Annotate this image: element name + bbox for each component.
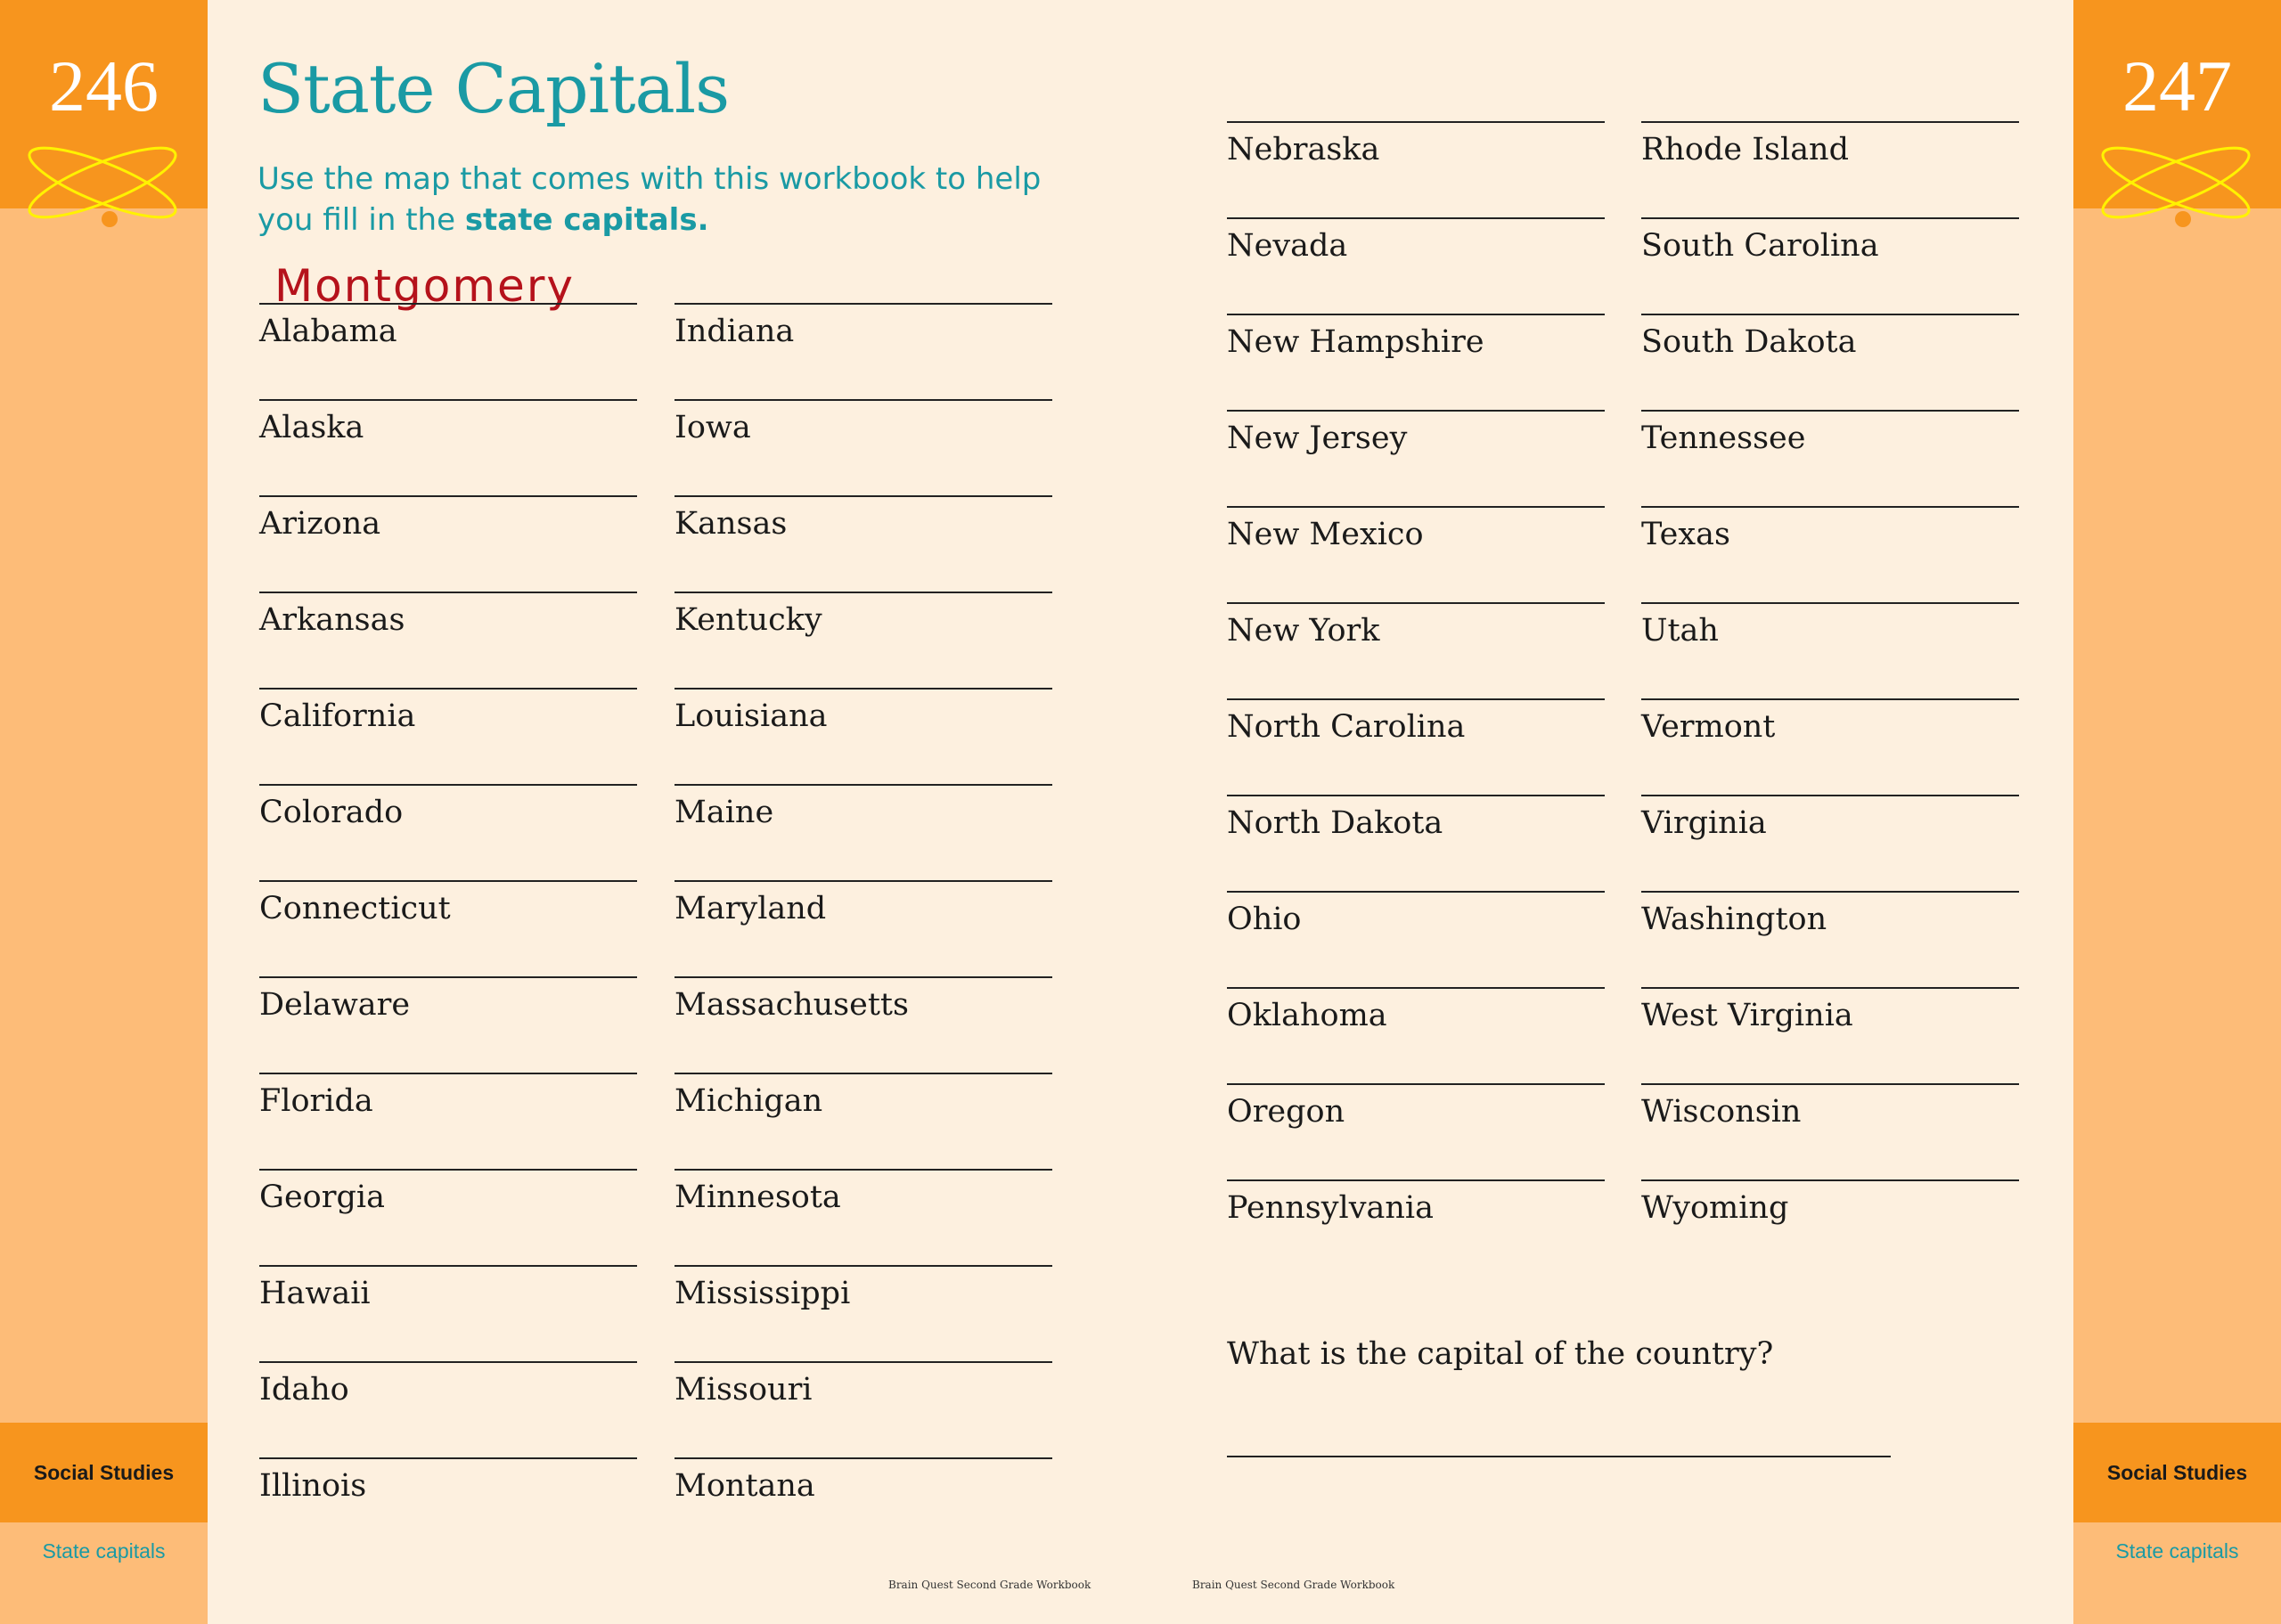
topic-label: State capitals [42,1539,166,1563]
state-row [1227,891,1605,953]
state-name: Illinois [259,1468,367,1504]
capital-answer-line[interactable] [1227,410,1605,412]
subject-label: Social Studies [2073,1423,2281,1522]
state-row [1641,602,2019,665]
capital-answer-line[interactable] [1641,891,2019,893]
capital-answer-line[interactable] [1641,217,2019,219]
state-row [1227,121,1605,184]
state-name: Oregon [1227,1094,1345,1130]
capital-answer-line[interactable] [1641,1179,2019,1181]
state-name: Missouri [674,1372,813,1408]
capital-answer-line[interactable] [674,1265,1052,1267]
state-row [259,303,637,365]
capital-answer-line[interactable] [674,495,1052,497]
state-name: Texas [1641,517,1730,552]
state-name: Alabama [259,314,397,349]
state-name: New Hampshire [1227,324,1484,360]
state-name: South Carolina [1641,228,1879,264]
state-row [1641,217,2019,280]
state-row [1227,410,1605,472]
state-name: North Dakota [1227,805,1443,841]
capital-answer-line[interactable] [259,303,637,305]
state-row [1641,410,2019,472]
state-row [259,399,637,461]
capital-answer-line[interactable] [1227,602,1605,604]
state-name: Indiana [674,314,795,349]
state-name: Delaware [259,987,411,1023]
capital-answer-line[interactable] [1641,410,2019,412]
state-name: Michigan [674,1083,823,1119]
state-name: Washington [1641,902,1827,937]
state-row [1641,795,2019,857]
state-row [1641,891,2019,953]
state-name: Colorado [259,795,404,830]
capital-answer-line[interactable] [259,399,637,401]
capital-answer-line[interactable] [259,1169,637,1171]
state-name: Kentucky [674,602,822,638]
state-row [1227,217,1605,280]
instructions-emphasis: state capitals. [464,202,709,238]
state-row [674,399,1052,461]
state-row [1641,698,2019,761]
capital-answer-line[interactable] [259,495,637,497]
state-row [674,303,1052,365]
state-name: West Virginia [1641,998,1853,1033]
state-name: North Carolina [1227,709,1466,745]
state-name: Rhode Island [1641,132,1850,167]
capital-answer-line[interactable] [259,1457,637,1459]
capital-answer-line[interactable] [674,880,1052,882]
capital-answer-line[interactable] [674,1361,1052,1363]
right-side-band [2073,0,2281,1624]
state-row [259,784,637,846]
country-capital-question: What is the capital of the country? [1227,1336,1774,1372]
state-name: Ohio [1227,902,1302,937]
state-name: Idaho [259,1372,349,1408]
state-name: Nevada [1227,228,1348,264]
capital-answer-line[interactable] [1227,506,1605,508]
state-row [259,1265,637,1327]
capital-answer-line[interactable] [1641,987,2019,989]
state-name: Iowa [674,410,751,445]
capital-answer-line[interactable] [1641,314,2019,315]
state-name: New York [1227,613,1380,649]
state-name: Minnesota [674,1179,841,1215]
state-name: Georgia [259,1179,385,1215]
atom-icon [2091,129,2261,245]
state-row [1641,1179,2019,1242]
state-row [1227,795,1605,857]
state-name: Oklahoma [1227,998,1387,1033]
capital-answer-line[interactable] [1227,121,1605,123]
instructions-text: Use the map that comes with this workbook to help you fill in the [258,161,1042,238]
capital-answer-line[interactable] [1227,1179,1605,1181]
state-row [674,1457,1052,1520]
capital-answer-line[interactable] [259,688,637,690]
state-name: Nebraska [1227,132,1380,167]
state-name: Kansas [674,506,788,542]
state-name: New Mexico [1227,517,1424,552]
state-row [1641,506,2019,568]
capital-answer-line[interactable] [1641,698,2019,700]
capital-answer-line[interactable] [1227,314,1605,315]
state-name: Florida [259,1083,373,1119]
state-name: Maryland [674,891,827,926]
page-number: 246 [49,45,159,126]
state-row [259,592,637,654]
state-row [674,592,1052,654]
state-name: Maine [674,795,774,830]
capital-answer-line[interactable] [1641,506,2019,508]
state-row [674,784,1052,846]
state-row [259,495,637,558]
capital-answer-line[interactable] [1641,121,2019,123]
state-name: Montana [674,1468,815,1504]
capital-answer-line[interactable] [674,1169,1052,1171]
capital-answer-line[interactable] [674,784,1052,786]
capital-answer-line[interactable] [1227,217,1605,219]
state-row [1227,602,1605,665]
capital-answer-line[interactable] [1227,698,1605,700]
state-row [259,1073,637,1135]
state-name: Virginia [1641,805,1767,841]
topic-label: State capitals [2115,1539,2239,1563]
capital-answer-line[interactable] [1227,987,1605,989]
capital-answer-line[interactable] [1641,602,2019,604]
state-row [1641,121,2019,184]
subject-label: Social Studies [0,1423,208,1522]
state-row [674,976,1052,1039]
capital-answer-line[interactable] [674,399,1052,401]
page-title: State Capitals [258,49,730,128]
example-answer: Montgomery [274,260,575,312]
capital-answer-line[interactable] [674,1073,1052,1074]
state-name: South Dakota [1641,324,1857,360]
footer-left: Brain Quest Second Grade Workbook [888,1579,1091,1591]
state-name: New Jersey [1227,420,1408,456]
state-row [674,1361,1052,1424]
state-name: Arkansas [259,602,405,638]
state-row [1227,506,1605,568]
state-row [674,495,1052,558]
state-name: Utah [1641,613,1719,649]
capital-answer-line[interactable] [1641,795,2019,796]
capital-answer-line[interactable] [259,592,637,593]
state-row [674,1169,1052,1231]
capital-answer-line[interactable] [259,1361,637,1363]
state-name: Connecticut [259,891,451,926]
capital-answer-line[interactable] [1227,795,1605,796]
state-row [1227,1179,1605,1242]
state-name: Hawaii [259,1276,371,1311]
state-name: Massachusetts [674,987,909,1023]
capital-answer-line[interactable] [674,1457,1052,1459]
state-name: Pennsylvania [1227,1190,1434,1226]
instructions [258,159,1095,241]
capital-answer-line[interactable] [674,592,1052,593]
capital-answer-line[interactable] [1227,891,1605,893]
state-name: Vermont [1641,709,1776,745]
state-name: Louisiana [674,698,828,734]
state-row [674,880,1052,943]
state-row [674,1073,1052,1135]
state-row [259,1457,637,1520]
state-name: Wyoming [1641,1190,1789,1226]
state-row [1227,1083,1605,1146]
state-name: Arizona [259,506,381,542]
state-row [259,1361,637,1424]
capital-answer-line[interactable] [259,784,637,786]
state-row [259,1169,637,1231]
left-side-band [0,0,208,1624]
capital-answer-line[interactable] [1227,1083,1605,1085]
state-row [674,1265,1052,1327]
state-name: Alaska [259,410,364,445]
state-row [259,688,637,750]
capital-answer-line[interactable] [1641,1083,2019,1085]
state-row [259,976,637,1039]
state-name: Tennessee [1641,420,1806,456]
capital-answer-line[interactable] [259,1265,637,1267]
state-row [1227,314,1605,376]
state-row [1227,987,1605,1049]
atom-icon [18,129,187,245]
state-name: Mississippi [674,1276,851,1311]
state-row [1641,1083,2019,1146]
state-row [674,688,1052,750]
state-row [1641,987,2019,1049]
state-row [1641,314,2019,376]
capital-answer-line[interactable] [674,976,1052,978]
country-capital-answer-line[interactable] [1227,1456,1891,1457]
capital-answer-line[interactable] [259,880,637,882]
capital-answer-line[interactable] [674,688,1052,690]
capital-answer-line[interactable] [259,1073,637,1074]
footer-right: Brain Quest Second Grade Workbook [1192,1579,1395,1591]
capital-answer-line[interactable] [674,303,1052,305]
state-name: Wisconsin [1641,1094,1802,1130]
capital-answer-line[interactable] [259,976,637,978]
state-name: California [259,698,416,734]
page-number: 247 [2122,45,2232,126]
state-row [1227,698,1605,761]
state-row [259,880,637,943]
